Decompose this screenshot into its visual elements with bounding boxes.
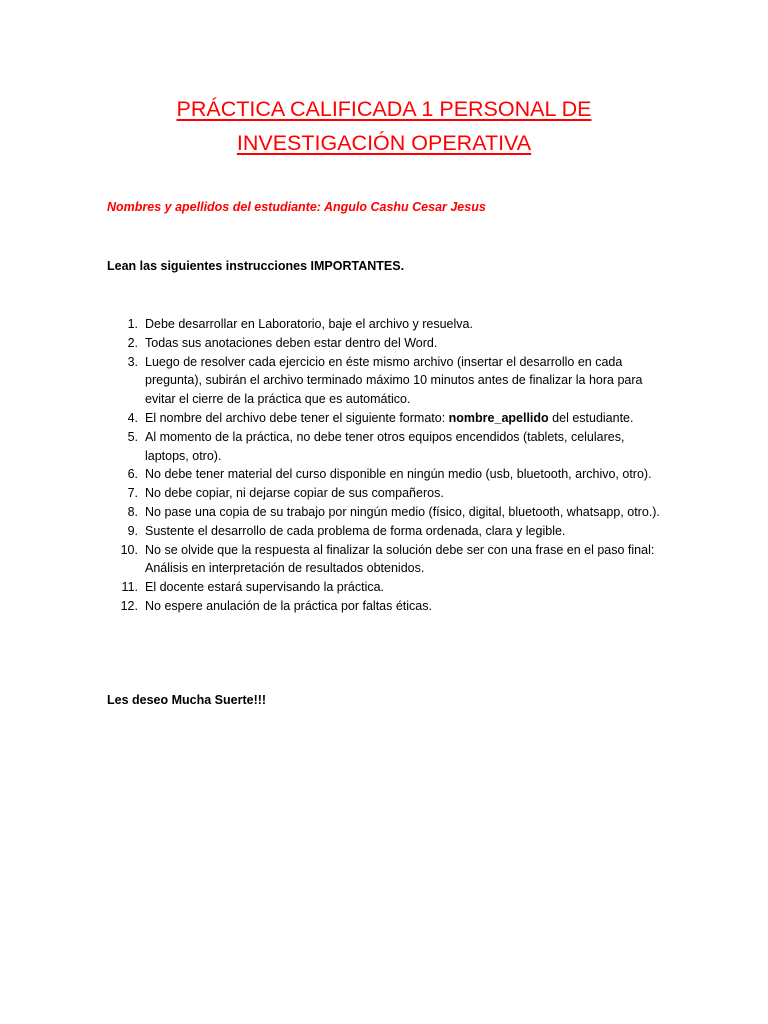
item-text: No pase una copia de su trabajo por ningún medio (físico, digital, bluetooth, whatsapp, otro.).	[145, 504, 660, 519]
item-number: 3.	[127, 354, 138, 369]
item-number: 1.	[127, 317, 138, 331]
item-text	[145, 409, 667, 428]
item-number: 10.	[120, 542, 138, 557]
item-text: No espere anulación de la práctica por faltas éticas.	[145, 598, 432, 613]
item-number: 4.	[127, 410, 138, 425]
item-number: 11.	[121, 580, 138, 595]
item-text: Luego de resolver cada ejercicio en éste mismo archivo (insertar el desarrollo en cada pregunta), subirán el archivo terminado máximo 10 minutos antes de finalizar la hora para evitar el cierre de la práctica que es automático.	[145, 354, 643, 407]
item-text-end: del estudiante.	[548, 410, 634, 425]
instructions-heading: Lean las siguientes instrucciones IMPORTANTES.	[107, 259, 405, 273]
item-text: No se olvide que la respuesta al finalizar la solución debe ser con una frase en el paso final: Análisis en interpretación de resultados obtenidos.	[145, 542, 655, 576]
item-text: No debe tener material del curso disponible en ningún medio (usb, bluetooth, archivo, otro).	[145, 467, 652, 482]
document-title	[0, 92, 768, 160]
list-item	[107, 541, 667, 579]
item-text: Debe desarrollar en Laboratorio, baje el archivo y resuelva.	[145, 317, 473, 331]
list-item	[107, 409, 667, 428]
item-number: 9.	[127, 523, 138, 538]
item-text: El docente estará supervisando la práctica.	[145, 580, 385, 595]
list-item	[107, 597, 667, 616]
closing-message: Les deseo Mucha Suerte!!!	[107, 693, 267, 707]
item-number: 7.	[127, 486, 138, 501]
item-text: Al momento de la práctica, no debe tener otros equipos encendidos (tablets, celulares, laptops, otro).	[145, 429, 625, 463]
list-item	[107, 578, 667, 597]
list-item	[107, 465, 667, 484]
list-item	[107, 334, 667, 353]
item-text: Sustente el desarrollo de cada problema de forma ordenada, clara y legible.	[145, 523, 566, 538]
item-number: 8.	[127, 504, 138, 519]
title-line-2: INVESTIGACIÓN OPERATIVA	[236, 131, 532, 155]
list-item	[107, 522, 667, 541]
filename-format-bold: nombre_apellido	[448, 410, 549, 425]
item-number: 12.	[120, 598, 138, 613]
item-text-start: El nombre del archivo debe tener el siguiente formato:	[145, 410, 449, 425]
list-item	[107, 353, 667, 409]
item-number: 6.	[127, 467, 138, 482]
list-item	[107, 315, 667, 334]
list-item	[107, 484, 667, 503]
list-item	[107, 503, 667, 522]
item-number: 2.	[127, 335, 138, 350]
list-item	[107, 428, 667, 466]
item-text: Todas sus anotaciones deben estar dentro del Word.	[145, 335, 438, 350]
item-number: 5.	[127, 429, 138, 444]
instructions-list	[107, 315, 667, 616]
title-line-1: PRÁCTICA CALIFICADA 1 PERSONAL DE	[176, 97, 592, 121]
item-text: No debe copiar, ni dejarse copiar de sus compañeros.	[145, 486, 444, 501]
student-name-line: Nombres y apellidos del estudiante: Angulo Cashu Cesar Jesus	[107, 200, 486, 214]
